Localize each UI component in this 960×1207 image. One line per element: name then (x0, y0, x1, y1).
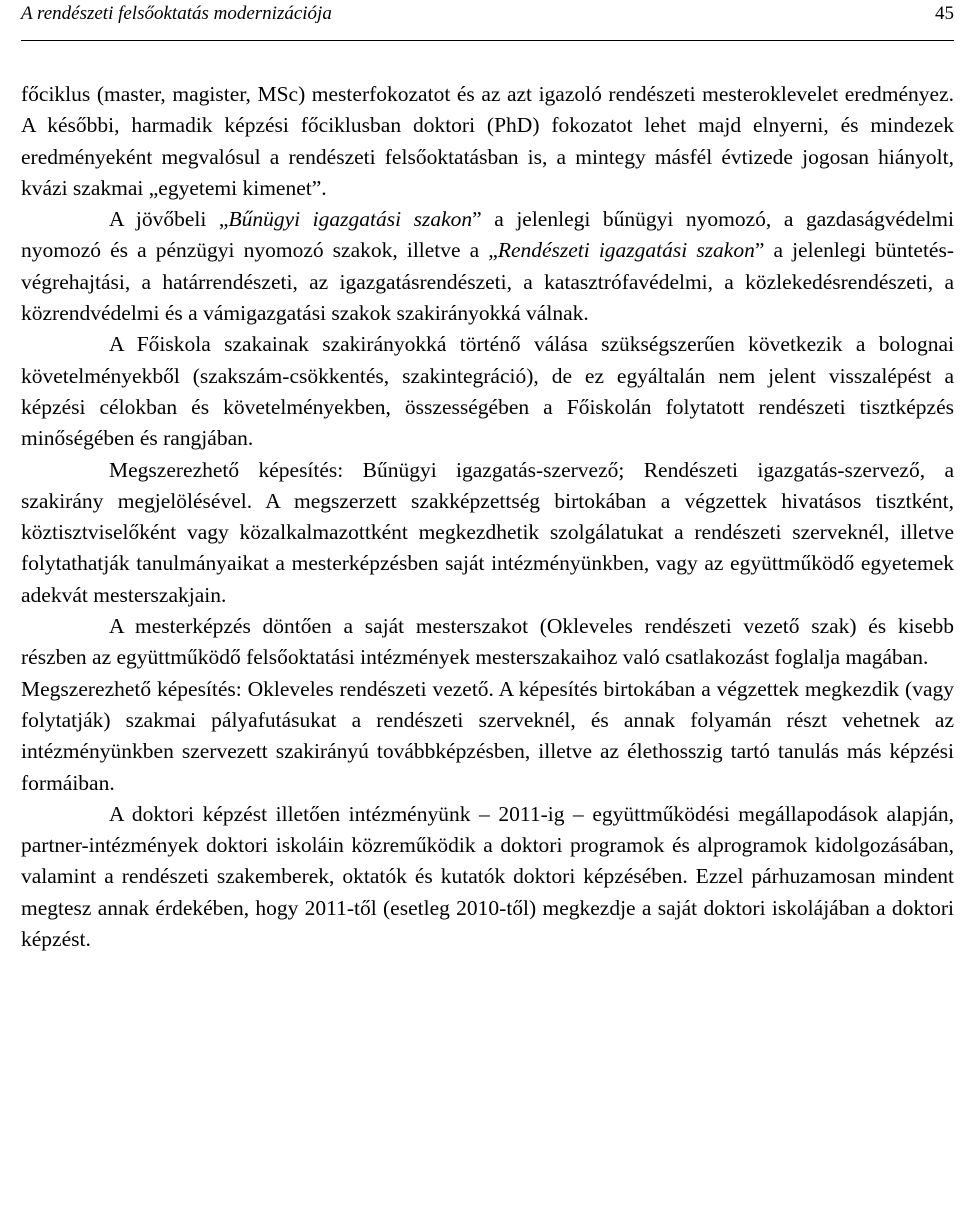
paragraph-text: Megszerezhető képesítés: Bűnügyi igazgatás-szervező; Rendészeti igazgatás-szervező, a szakirány megjelölésével. A megszerzett szakképzettség birtokában a végzettek hivatásos tisztként, köztisztviselőként vagy közalkalmazottként megkezdhetik szolgálatukat a rendészeti szerveknél, illetve folytathatják tanulmányaikat a mesterképzésben saját intézményünkben, vagy az együttműködő egyetemek adekvát mesterszakjain. (21, 457, 954, 607)
header-title: A rendészeti felsőoktatás modernizációja (21, 3, 332, 24)
italic-text: Rendészeti igazgatási szakon (497, 238, 755, 263)
running-header (21, 0, 954, 41)
paragraph (21, 799, 954, 955)
page-number: 45 (935, 3, 954, 24)
paragraph-text: ” a jelenlegi bűnügyi nyomozó, a gazdaságvédelmi nyomozó és a pénzügyi nyomozó szakok, illetve a „ (21, 207, 954, 263)
italic-text: Bűnügyi igazgatási szakon (228, 207, 473, 232)
body-text (21, 79, 954, 955)
paragraph-text: A Főiskola szakainak szakirányokká történő válása szükségszerűen következik a bolognai követelményekből (szakszám-csökkentés, szakintegráció), de ez egyáltalán nem jelent visszalépést a képzési célokban és követelményekben, összességében a Főiskolán folytatott rendészeti tisztképzés minőségében és rangjában. (21, 332, 954, 451)
paragraph-text: A mesterképzés döntően a saját mesterszakot (Okleveles rendészeti vezető szak) és kisebb részben az együttműködő felsőoktatási intézmények mesterszakaihoz való csatlakozást foglalja magában. (21, 614, 954, 670)
paragraph-text: A doktori képzést illetően intézményünk – 2011-ig – együttműködési megállapodások alapján, partner-intézmények doktori iskoláin közreműködik a doktori programok és alprogramok kidolgozásában, valamint a rendészeti szakemberek, oktatók és kutatók doktori képzésében. Ezzel párhuzamosan mindent megtesz annak érdekében, hogy 2011-től (esetleg 2010-től) megkezdje a saját doktori iskolájában a doktori képzést. (21, 801, 954, 952)
paragraph (21, 674, 954, 799)
paragraph-text: főciklus (master, magister, MSc) mesterfokozatot és az azt igazoló rendészeti mesteroklevelet eredményez. A későbbi, harmadik képzési főciklusban doktori (PhD) fokozatot lehet majd elnyerni, és mindezek eredményeként megvalósul a rendészeti felsőoktatásban is, a mintegy másfél évtizede jogosan hiányolt, kvázi szakmai „egyetemi kimenet”. (21, 82, 954, 200)
paragraph-text: Megszerezhető képesítés: Okleveles rendészeti vezető. A képesítés birtokában a végzettek megkezdik (vagy folytatják) szakmai pályafutásukat a rendészeti szerveknél, és annak folyamán részt vehetnek az intézményünkben szervezett szakirányú továbbképzésben, illetve az élethosszig tartó tanulás más képzési formáiban. (21, 676, 954, 795)
paragraph (21, 79, 954, 204)
document-page (21, 0, 954, 1207)
paragraph-text: ” a jelenlegi büntetés-végrehajtási, a határrendészeti, az igazgatásrendészeti, a katasztrófavédelmi, a közlekedésrendészeti, a közrendvédelmi és a vámigazgatási szakok szakirányokká válnak. (21, 238, 954, 326)
paragraph (21, 204, 954, 329)
paragraph (21, 611, 954, 674)
paragraph (21, 329, 954, 454)
paragraph (21, 455, 954, 611)
paragraph-text: A jövőbeli „ (109, 207, 229, 232)
